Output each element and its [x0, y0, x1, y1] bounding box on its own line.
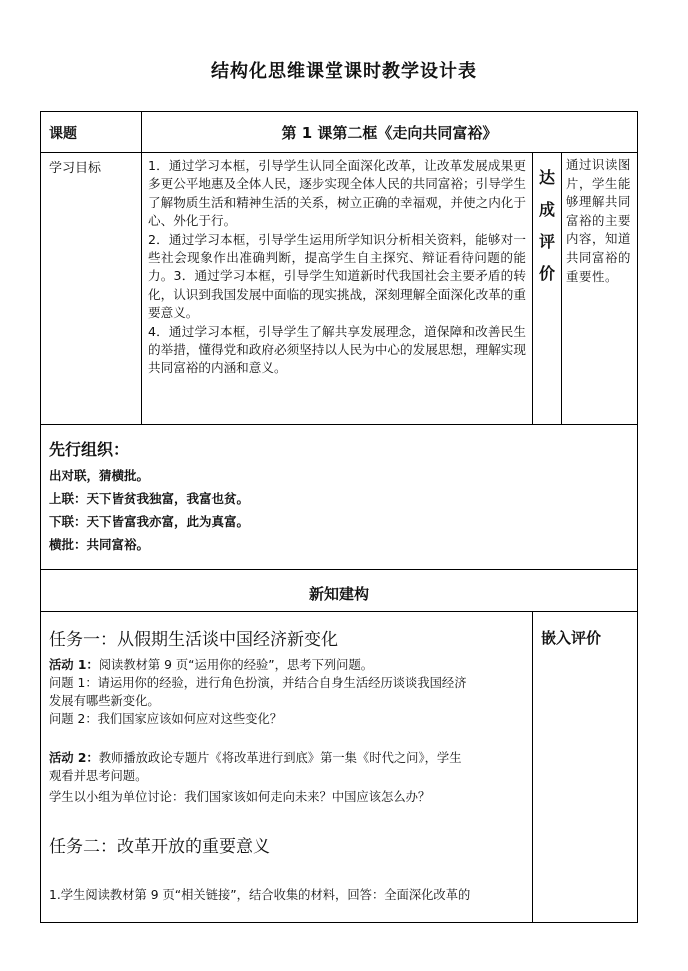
objective-paragraph: 1．通过学习本框，引导学生认同全面深化改革，让改革发展成果更多更公平地惠及全体人民，逐步实现全体人民的共同富裕；引导学生了解物质生活和精神生活的关系，树立正确的幸福观，并使之内化于心、外化于行。	[148, 158, 526, 229]
activity1-text: 阅读教材第 9 页“运用你的经验”，思考下列问题。	[98, 658, 374, 672]
question1-line: 发展有哪些新变化。	[49, 694, 160, 708]
activity2-line	[49, 749, 527, 767]
task2-title: 任务二：改革开放的重要意义	[49, 837, 270, 857]
section-heading: 新知建构	[308, 585, 369, 603]
objective-paragraph: 2．通过学习本框，引导学生运用所学知识分析相关资料，能够对一些社会现象作出准确判断，提高学生自主探究、辩证看待问题的能力。3．通过学习本框，引导学生知道新时代我国社会主要矛盾的转化，认识到我国发展中面临的现实挑战，深刻理解全面深化改革的重要意义。	[148, 231, 526, 321]
activity1-label: 活动 1：	[49, 658, 99, 672]
task1-title: 任务一：从假期生活谈中国经济新变化	[49, 630, 338, 650]
evaluation-char: 达	[538, 168, 555, 187]
activity1-line	[49, 656, 527, 674]
task2-text: 1.学生阅读教材第 9 页“相关链接”，结合收集的材料，回答：全面深化改革的	[49, 888, 471, 902]
activity2-line: 观看并思考问题。	[49, 769, 148, 783]
couplet-block	[49, 464, 249, 556]
evaluation-heading	[533, 162, 561, 290]
couplet-line: 下联：天下皆富我亦富，此为真富。	[49, 514, 250, 529]
organizer-heading: 先行组织：	[49, 440, 130, 459]
page-title: 结构化思维课堂课时教学设计表	[211, 61, 477, 82]
couplet-line: 上联：天下皆贫我独富，我富也贫。	[49, 491, 250, 506]
activity2-label: 活动 2：	[49, 751, 99, 765]
question1-line: 问题 1：请运用你的经验，进行角色扮演，并结合自身生活经历谈谈我国经济	[49, 676, 467, 690]
activity2-text: 教师播放政论专题片《将改革进行到底》第一集《时代之问》，学生	[98, 751, 462, 765]
row-divider	[40, 611, 638, 612]
evaluation-note: 通过识读图片，学生能够理解共同富裕的主要内容，知道共同富裕的重要性。	[566, 157, 631, 284]
lesson-title: 第 1 课第二框《走向共同富裕》	[281, 124, 498, 142]
question2-line: 问题 2：我们国家应该如何应对这些变化？	[49, 712, 283, 726]
task1-content	[49, 656, 527, 806]
discussion-line: 学生以小组为单位讨论：我们国家该如何走向未来？中国应该怎么办？	[49, 790, 431, 804]
couplet-line: 横批：共同富裕。	[49, 537, 150, 552]
column-divider	[561, 152, 562, 424]
row-divider	[40, 152, 638, 153]
column-divider	[532, 611, 533, 923]
objectives-label: 学习目标	[49, 161, 102, 176]
row-divider	[40, 569, 638, 570]
objective-paragraph: 4．通过学习本框，引导学生了解共享发展理念，道保障和改善民生的举措，懂得党和政府必须坚持以人民为中心的发展思想，理解实现共同富裕的内涵和意义。	[148, 323, 526, 376]
objectives-text	[148, 157, 526, 378]
evaluation-char: 成	[538, 200, 555, 219]
topic-label: 课题	[49, 126, 77, 142]
couplet-line: 出对联，猜横批。	[49, 468, 150, 483]
evaluation-char: 评	[538, 232, 555, 251]
row-divider	[40, 424, 638, 425]
column-divider	[141, 111, 142, 424]
evaluation-char: 价	[538, 264, 555, 283]
embedded-evaluation-label: 嵌入评价	[541, 629, 602, 647]
